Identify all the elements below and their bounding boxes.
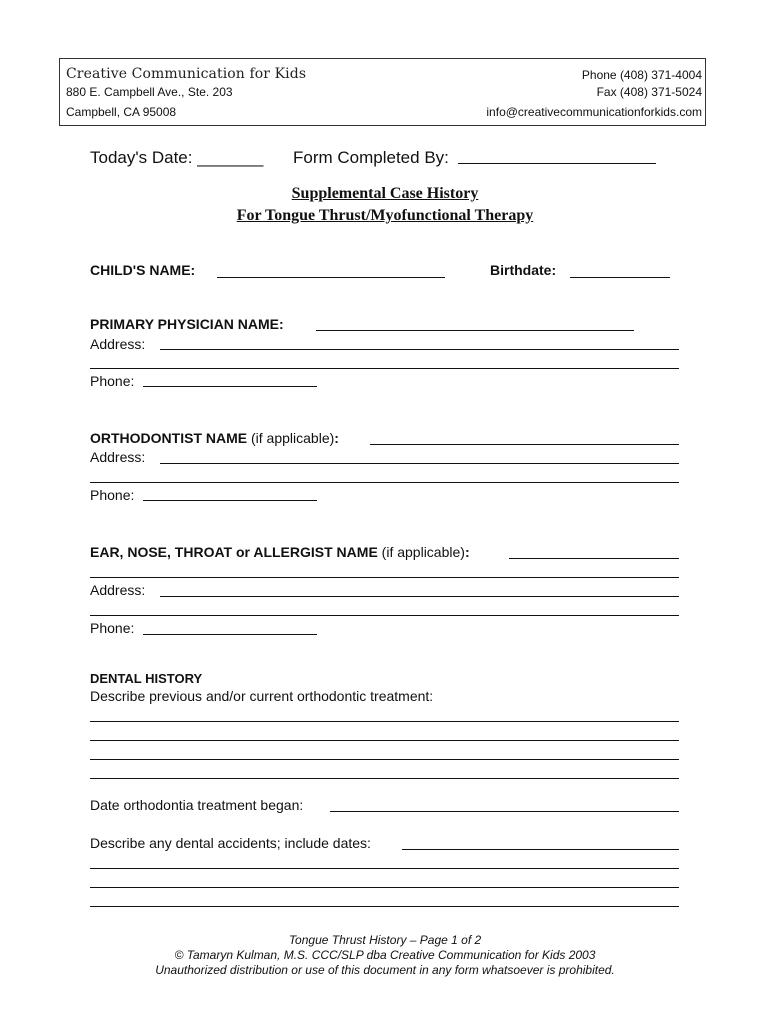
phone-number: Phone (408) 371-4004 <box>581 68 702 82</box>
orthodontist-address-label: Address: <box>90 449 146 465</box>
orthodontist-phone-line[interactable] <box>143 500 317 501</box>
footer-disclaimer: Unauthorized distribution or use of this document in any form whatsoever is prohibited. <box>155 963 615 977</box>
treatment-line-3[interactable] <box>90 759 679 760</box>
ent-name-line[interactable] <box>509 558 679 559</box>
orthodontist-label-colon: : <box>334 430 339 446</box>
footer-page-number: Tongue Thrust History – Page 1 of 2 <box>288 933 482 947</box>
dental-accidents-line-1[interactable] <box>402 849 679 850</box>
ent-label-applicable: (if applicable) <box>381 544 465 560</box>
fax-number: Fax (408) 371-5024 <box>596 85 702 99</box>
form-completed-by-line[interactable] <box>458 163 656 164</box>
address-line-1: 880 E. Campbell Ave., Ste. 203 <box>66 85 233 99</box>
form-completed-by-label: Form Completed By: <box>293 148 449 167</box>
orthodontist-phone-label: Phone: <box>90 487 135 503</box>
orthodontist-address-line-1[interactable] <box>160 463 679 464</box>
ent-address-line-2[interactable] <box>90 615 679 616</box>
dental-history-heading: DENTAL HISTORY <box>90 671 203 686</box>
orthodontist-label-bold: ORTHODONTIST NAME <box>90 430 248 446</box>
orthodontist-address-line-2[interactable] <box>90 482 679 483</box>
childs-name-line[interactable] <box>217 277 445 278</box>
dental-accidents-label: Describe any dental accidents; include dates: <box>90 835 371 851</box>
birthdate-label: Birthdate: <box>490 262 557 278</box>
orthodontist-name-label <box>90 430 339 446</box>
treatment-line-2[interactable] <box>90 740 679 741</box>
orthodontist-name-line[interactable] <box>370 444 679 445</box>
dental-accidents-line-2[interactable] <box>90 868 679 869</box>
form-title-line-1: Supplemental Case History <box>291 185 479 202</box>
birthdate-line[interactable] <box>570 277 670 278</box>
orthodontist-label-applicable: (if applicable) <box>251 430 335 446</box>
date-treatment-began-line[interactable] <box>330 811 679 812</box>
address-line-2: Campbell, CA 95008 <box>66 105 177 119</box>
date-treatment-began-label: Date orthodontia treatment began: <box>90 797 304 813</box>
primary-physician-label: PRIMARY PHYSICIAN NAME: <box>90 316 284 332</box>
primary-physician-line[interactable] <box>316 330 634 331</box>
ent-phone-label: Phone: <box>90 620 135 636</box>
dental-accidents-line-3[interactable] <box>90 887 679 888</box>
childs-name-label: CHILD'S NAME: <box>90 262 196 278</box>
form-title-line-2: For Tongue Thrust/Myofunctional Therapy <box>236 207 534 224</box>
treatment-line-4[interactable] <box>90 778 679 779</box>
org-name: Creative Communication for Kids <box>66 66 307 82</box>
physician-address-line-1[interactable] <box>160 349 679 350</box>
ent-address-line-1[interactable] <box>160 596 679 597</box>
ent-label-colon: : <box>464 544 470 560</box>
dental-accidents-line-4[interactable] <box>90 906 679 907</box>
todays-date-label: Today's Date: _______ <box>90 148 264 167</box>
email-address: info@creativecommunicationforkids.com <box>486 105 702 119</box>
treatment-line-1[interactable] <box>90 721 679 722</box>
describe-treatment-label: Describe previous and/or current orthodontic treatment: <box>90 688 434 704</box>
physician-address-label: Address: <box>90 336 146 352</box>
footer-copyright: © Tamaryn Kulman, M.S. CCC/SLP dba Creative Communication for Kids 2003 <box>174 948 596 962</box>
physician-phone-label: Phone: <box>90 373 135 389</box>
ent-phone-line[interactable] <box>143 634 317 635</box>
physician-phone-line[interactable] <box>143 386 317 387</box>
ent-address-label: Address: <box>90 582 146 598</box>
ent-label-bold: EAR, NOSE, THROAT or ALLERGIST NAME <box>90 544 378 560</box>
ent-allergist-name-label <box>90 544 470 560</box>
physician-address-line-2[interactable] <box>90 368 679 369</box>
ent-name-line-2[interactable] <box>90 577 679 578</box>
